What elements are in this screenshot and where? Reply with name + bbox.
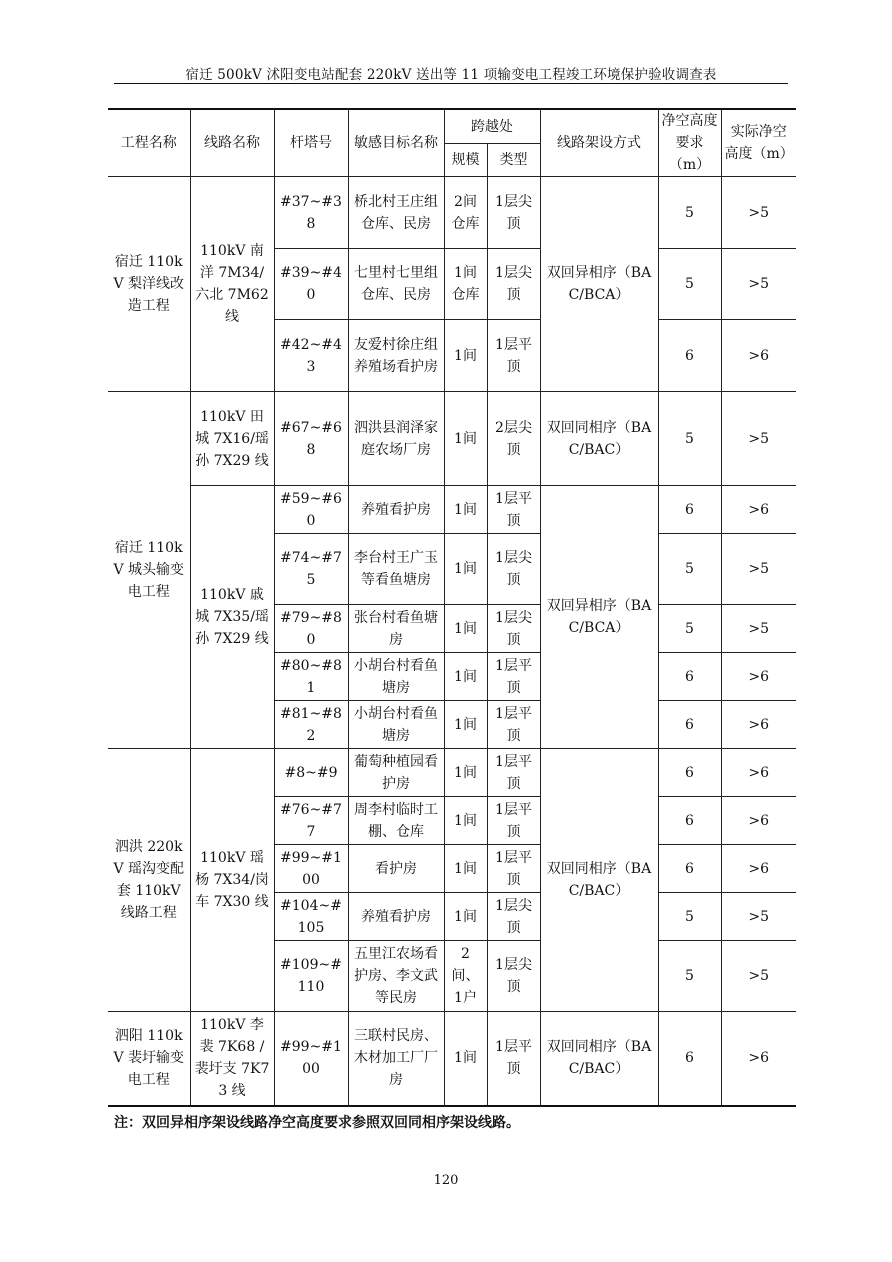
tower-cell: #67~#68: [274, 392, 348, 486]
table-row: [108, 486, 796, 534]
target-cell: 张台村看鱼塘房: [348, 605, 444, 653]
col-crossing: 跨越处: [444, 109, 540, 144]
header-rule: [114, 83, 788, 84]
scale-cell: 1间: [444, 701, 487, 749]
actual-height-cell: >6: [721, 486, 796, 534]
tower-cell: #39~#40: [274, 249, 348, 320]
scale-cell: 1间: [444, 845, 487, 893]
type-cell: 1层平顶: [487, 845, 540, 893]
target-cell: 友爱村徐庄组养殖场看护房: [348, 320, 444, 392]
target-cell: 五里江农场看护房、李文武等民房: [348, 941, 444, 1012]
col-target: 敏感目标名称: [348, 109, 444, 177]
required-height-cell: 6: [658, 845, 721, 893]
target-cell: 三联村民房、木材加工厂厂房: [348, 1012, 444, 1106]
required-height-cell: 5: [658, 249, 721, 320]
scale-cell: 1间: [444, 653, 487, 701]
required-height-cell: 6: [658, 486, 721, 534]
col-type: 类型: [487, 144, 540, 177]
required-height-cell: 6: [658, 749, 721, 797]
required-height-cell: 6: [658, 1012, 721, 1106]
required-height-cell: 5: [658, 605, 721, 653]
scale-cell: 1间: [444, 486, 487, 534]
crossing-table: [108, 108, 796, 1107]
col-tower: 杆塔号: [274, 109, 348, 177]
target-cell: 桥北村王庄组仓库、民房: [348, 177, 444, 249]
required-height-cell: 6: [658, 701, 721, 749]
project-name-cell: 泗洪 220kV 瑶沟变配套 110kV 线路工程: [108, 749, 190, 1012]
target-cell: 小胡台村看鱼塘房: [348, 701, 444, 749]
type-cell: 1层尖顶: [487, 249, 540, 320]
target-cell: 养殖看护房: [348, 893, 444, 941]
type-cell: 1层平顶: [487, 797, 540, 845]
line-name-cell: 110kV 戚城 7X35/瑶孙 7X29 线: [190, 486, 274, 749]
actual-height-cell: >5: [721, 893, 796, 941]
actual-height-cell: >6: [721, 749, 796, 797]
required-height-cell: 5: [658, 392, 721, 486]
tower-cell: #8~#9: [274, 749, 348, 797]
col-method: 线路架设方式: [540, 109, 658, 177]
method-cell: 双回异相序（BAC/BCA）: [540, 177, 658, 392]
actual-height-cell: >6: [721, 653, 796, 701]
col-scale: 规模: [444, 144, 487, 177]
scale-cell: 1间: [444, 749, 487, 797]
col-line: 线路名称: [190, 109, 274, 177]
actual-height-cell: >5: [721, 534, 796, 605]
scale-cell: 1间: [444, 534, 487, 605]
scale-cell: 2间仓库: [444, 177, 487, 249]
actual-height-cell: >6: [721, 320, 796, 392]
project-name-cell: 宿迁 110kV 城头输变电工程: [108, 392, 190, 749]
actual-height-cell: >6: [721, 701, 796, 749]
target-cell: 小胡台村看鱼塘房: [348, 653, 444, 701]
tower-cell: #37~#38: [274, 177, 348, 249]
type-cell: 1层尖顶: [487, 893, 540, 941]
target-cell: 李台村王广玉等看鱼塘房: [348, 534, 444, 605]
method-cell: 双回同相序（BAC/BAC）: [540, 1012, 658, 1106]
col-project: 工程名称: [108, 109, 190, 177]
line-name-cell: 110kV 南洋 7M34/六北 7M62 线: [190, 177, 274, 392]
type-cell: 1层尖顶: [487, 941, 540, 1012]
project-name-cell: 泗阳 110kV 裴圩输变电工程: [108, 1012, 190, 1106]
type-cell: 1层平顶: [487, 320, 540, 392]
actual-height-cell: >6: [721, 797, 796, 845]
type-cell: 1层平顶: [487, 701, 540, 749]
table-body: [108, 177, 796, 1106]
actual-height-cell: >5: [721, 249, 796, 320]
target-cell: 看护房: [348, 845, 444, 893]
required-height-cell: 6: [658, 320, 721, 392]
actual-height-cell: >5: [721, 177, 796, 249]
tower-cell: #99~#100: [274, 1012, 348, 1106]
table-row: [108, 392, 796, 486]
type-cell: 1层平顶: [487, 653, 540, 701]
actual-height-cell: >5: [721, 941, 796, 1012]
scale-cell: 2间、1户: [444, 941, 487, 1012]
col-required: 净空高度要求（m）: [658, 109, 721, 177]
scale-cell: 1间: [444, 605, 487, 653]
required-height-cell: 6: [658, 797, 721, 845]
scale-cell: 1间: [444, 893, 487, 941]
method-cell: 双回异相序（BAC/BCA）: [540, 486, 658, 749]
required-height-cell: 5: [658, 893, 721, 941]
line-name-cell: 110kV 瑶杨 7X34/岗车 7X30 线: [190, 749, 274, 1012]
required-height-cell: 5: [658, 534, 721, 605]
actual-height-cell: >5: [721, 392, 796, 486]
required-height-cell: 6: [658, 653, 721, 701]
method-cell: 双回同相序（BAC/BAC）: [540, 392, 658, 486]
line-name-cell: 110kV 田城 7X16/瑶孙 7X29 线: [190, 392, 274, 486]
table-row: [108, 1012, 796, 1106]
scale-cell: 1间: [444, 392, 487, 486]
required-height-cell: 5: [658, 941, 721, 1012]
actual-height-cell: >6: [721, 845, 796, 893]
table-note: 注：双回异相序架设线路净空高度要求参照双回同相序架设线路。: [114, 1115, 520, 1131]
line-name-cell: 110kV 李裴 7K68 / 裴圩支 7K73 线: [190, 1012, 274, 1106]
table-row: [108, 749, 796, 797]
tower-cell: #81~#82: [274, 701, 348, 749]
type-cell: 1层平顶: [487, 749, 540, 797]
type-cell: 1层尖顶: [487, 605, 540, 653]
scale-cell: 1间: [444, 320, 487, 392]
project-name-cell: 宿迁 110kV 梨洋线改造工程: [108, 177, 190, 392]
required-height-cell: 5: [658, 177, 721, 249]
table-row: [108, 177, 796, 249]
tower-cell: #99~#100: [274, 845, 348, 893]
type-cell: 1层平顶: [487, 486, 540, 534]
tower-cell: #104~#105: [274, 893, 348, 941]
tower-cell: #109~#110: [274, 941, 348, 1012]
actual-height-cell: >5: [721, 605, 796, 653]
type-cell: 1层平顶: [487, 1012, 540, 1106]
type-cell: 2层尖顶: [487, 392, 540, 486]
tower-cell: #59~#60: [274, 486, 348, 534]
target-cell: 泗洪县润泽家庭农场厂房: [348, 392, 444, 486]
scale-cell: 1间仓库: [444, 249, 487, 320]
document-header: 宿迁 500kV 沭阳变电站配套 220kV 送出等 11 项输变电工程竣工环境保护验收调查表: [185, 67, 717, 83]
scale-cell: 1间: [444, 1012, 487, 1106]
target-cell: 周李村临时工棚、仓库: [348, 797, 444, 845]
target-cell: 养殖看护房: [348, 486, 444, 534]
tower-cell: #74~#75: [274, 534, 348, 605]
actual-height-cell: >6: [721, 1012, 796, 1106]
method-cell: 双回同相序（BAC/BAC）: [540, 749, 658, 1012]
tower-cell: #80~#81: [274, 653, 348, 701]
target-cell: 七里村七里组仓库、民房: [348, 249, 444, 320]
tower-cell: #76~#77: [274, 797, 348, 845]
tower-cell: #42~#43: [274, 320, 348, 392]
type-cell: 1层尖顶: [487, 534, 540, 605]
col-actual: 实际净空高度（m）: [721, 109, 796, 177]
target-cell: 葡萄种植园看护房: [348, 749, 444, 797]
scale-cell: 1间: [444, 797, 487, 845]
tower-cell: #79~#80: [274, 605, 348, 653]
page-number: 120: [433, 1173, 459, 1188]
type-cell: 1层尖顶: [487, 177, 540, 249]
